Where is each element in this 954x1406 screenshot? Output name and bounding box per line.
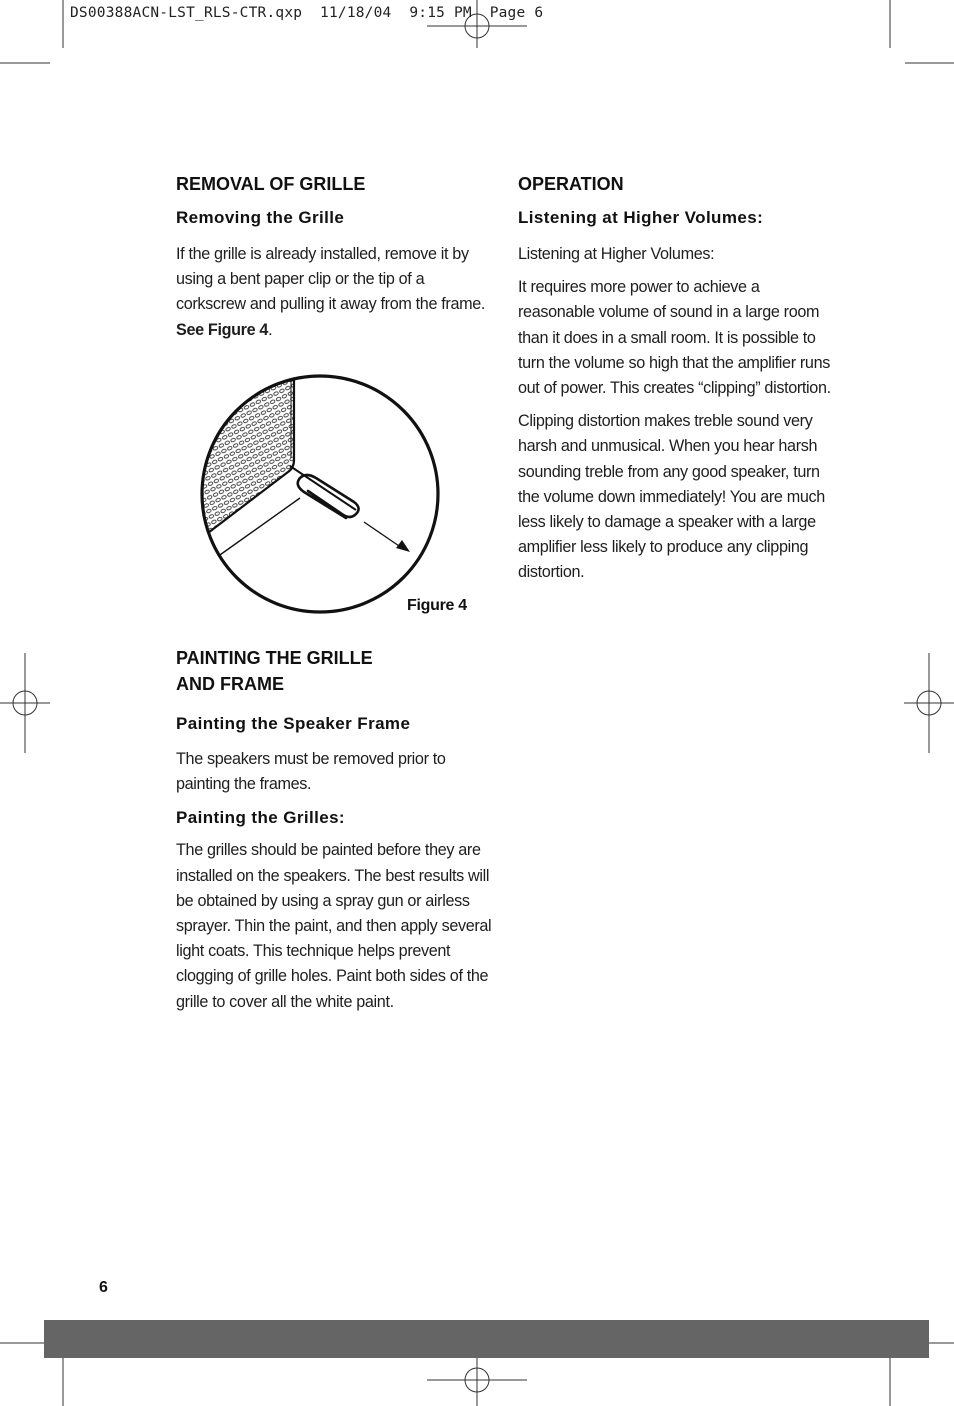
painting-heading <box>176 645 496 697</box>
grilles-paragraph: The grilles should be painted before they are installed on the speakers. The best results will be obtained by using a spray gun or airless sprayer. Thin the paint, and then apply several light coats. This technique helps prevent clogging of grille holes. Paint both sides of the grille to cover all the white paint. <box>176 841 492 1011</box>
figure-reference: See Figure 4 <box>176 320 269 339</box>
painting-section <box>176 645 496 1015</box>
frame-paragraph: The speakers must be removed prior to painting the frames. <box>176 750 446 794</box>
removing-text: If the grille is already installed, remove it by using a bent paper clip or the tip of a corkscrew and pulling it away from the frame. <box>176 245 486 314</box>
removing-text-end: . <box>268 320 273 339</box>
volumes-intro: Listening at Higher Volumes: <box>518 245 715 263</box>
painting-heading-line1: PAINTING THE GRILLE <box>176 648 373 668</box>
frame-subheading: Painting the Speaker Frame <box>176 714 411 733</box>
file-slug: DS00388ACN-LST_RLS-CTR.qxp 11/18/04 9:15 PM Page 6 <box>70 5 544 21</box>
left-column <box>176 171 496 343</box>
page-number: 6 <box>99 1279 108 1296</box>
footer-bar <box>44 1320 929 1358</box>
figure-caption: Figure 4 <box>407 597 467 614</box>
painting-heading-line2: AND FRAME <box>176 674 284 694</box>
figure-4-illustration <box>196 368 446 618</box>
volumes-paragraph-2: Clipping distortion makes treble sound very harsh and unmusical. When you hear harsh sounding treble from any good speaker, turn the volume down immediately! You are much less likely to damage a speaker with a large amplifier less likely to produce any clipping distortion. <box>518 412 825 582</box>
volumes-paragraph-1: It requires more power to achieve a reasonable volume of sound in a large room than it does in a small room. It is possible to turn the volume so high that the amplifier runs out of power. This creates “clipping” distortion. <box>518 278 831 398</box>
operation-heading: OPERATION <box>518 174 624 194</box>
removal-heading: REMOVAL OF GRILLE <box>176 174 366 194</box>
removing-subheading: Removing the Grille <box>176 208 345 227</box>
removing-paragraph <box>176 242 496 343</box>
volumes-subheading: Listening at Higher Volumes: <box>518 208 764 227</box>
grilles-subheading: Painting the Grilles: <box>176 808 345 828</box>
right-column <box>518 171 838 586</box>
